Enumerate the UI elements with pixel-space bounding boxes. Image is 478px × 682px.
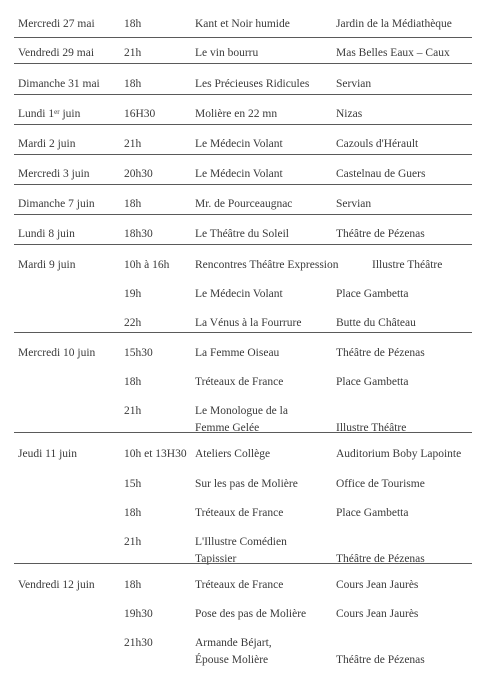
event-title: Le Médecin Volant	[195, 138, 283, 150]
event-date: Dimanche 31 mai	[18, 78, 100, 90]
event-time: 21h30	[124, 637, 153, 649]
event-place: Auditorium Boby Lapointe	[336, 448, 462, 460]
row-divider	[14, 332, 472, 333]
event-title: Tréteaux de France	[195, 376, 284, 388]
event-date: Dimanche 7 juin	[18, 198, 95, 210]
row-divider	[14, 63, 472, 64]
event-place: Office de Tourisme	[336, 478, 425, 490]
event-time: 21h	[124, 536, 142, 548]
event-title: Rencontres Théâtre Expression	[195, 259, 339, 271]
event-date: Lundi 1er juin	[18, 108, 81, 120]
event-title: Ateliers Collège	[195, 448, 271, 460]
event-time: 16H30	[124, 108, 156, 120]
event-date: Vendredi 29 mai	[18, 47, 95, 59]
event-title: Les Précieuses Ridicules	[195, 78, 310, 90]
event-title: Sur les pas de Molière	[195, 478, 298, 490]
event-title: Le vin bourru	[195, 47, 259, 59]
row-divider	[14, 244, 472, 245]
event-time: 21h	[124, 47, 142, 59]
event-place: Place Gambetta	[336, 288, 409, 300]
event-place: Mas Belles Eaux – Caux	[336, 47, 450, 59]
event-place: Cours Jean Jaurès	[336, 608, 419, 620]
event-date: Vendredi 12 juin	[18, 579, 95, 591]
event-time: 18h	[124, 18, 142, 30]
row-divider	[14, 37, 472, 38]
row-divider	[14, 563, 472, 564]
event-time: 20h30	[124, 168, 153, 180]
event-date: Mardi 9 juin	[18, 259, 76, 271]
event-title: L'Illustre Comédien	[195, 536, 287, 548]
event-time: 22h	[124, 317, 142, 329]
row-divider	[14, 214, 472, 215]
event-date: Lundi 8 juin	[18, 228, 75, 240]
event-title: La Vénus à la Fourrure	[195, 317, 302, 329]
event-title: Le Théâtre du Soleil	[195, 228, 289, 240]
event-time: 19h	[124, 288, 142, 300]
event-place: Place Gambetta	[336, 507, 409, 519]
event-time: 18h30	[124, 228, 153, 240]
row-divider	[14, 154, 472, 155]
event-date: Mardi 2 juin	[18, 138, 76, 150]
event-title: Le Médecin Volant	[195, 168, 283, 180]
event-date: Mercredi 3 juin	[18, 168, 90, 180]
event-time: 19h30	[124, 608, 153, 620]
event-title: Kant et Noir humide	[195, 18, 290, 30]
event-place: Nizas	[336, 108, 363, 120]
event-time: 21h	[124, 405, 142, 417]
event-title: Armande Béjart,	[195, 637, 272, 649]
event-place: Théâtre de Pézenas	[336, 347, 425, 359]
event-title-line2: Épouse Molière	[195, 654, 269, 666]
event-time: 18h	[124, 507, 142, 519]
row-divider	[14, 184, 472, 185]
event-time: 18h	[124, 579, 142, 591]
event-place: Servian	[336, 198, 372, 210]
event-title: Tréteaux de France	[195, 579, 284, 591]
row-divider	[14, 124, 472, 125]
event-time: 10h à 16h	[124, 259, 170, 271]
event-title: Mr. de Pourceaugnac	[195, 198, 293, 210]
event-date: Mercredi 27 mai	[18, 18, 95, 30]
event-place: Servian	[336, 78, 372, 90]
event-time: 18h	[124, 376, 142, 388]
event-title: Le Monologue de la	[195, 405, 288, 417]
row-divider	[14, 94, 472, 95]
event-place: Butte du Château	[336, 317, 416, 329]
event-time: 15h30	[124, 347, 153, 359]
event-place: Illustre Théâtre	[372, 259, 443, 271]
event-place: Castelnau de Guers	[336, 168, 426, 180]
event-title: La Femme Oiseau	[195, 347, 280, 359]
event-title: Molière en 22 mn	[195, 108, 278, 120]
event-place: Théâtre de Pézenas	[336, 654, 425, 666]
event-title-line2: Tapissier	[195, 553, 237, 565]
event-title: Tréteaux de France	[195, 507, 284, 519]
event-place: Théâtre de Pézenas	[336, 228, 425, 240]
event-date: Mercredi 10 juin	[18, 347, 96, 359]
event-place: Illustre Théâtre	[336, 422, 407, 434]
event-place: Cazouls d'Hérault	[336, 138, 419, 150]
event-time: 15h	[124, 478, 142, 490]
event-place: Théâtre de Pézenas	[336, 553, 425, 565]
event-date: Jeudi 11 juin	[18, 448, 77, 460]
event-time: 18h	[124, 78, 142, 90]
event-place: Cours Jean Jaurès	[336, 579, 419, 591]
event-time: 21h	[124, 138, 142, 150]
event-title: Pose des pas de Molière	[195, 608, 307, 620]
row-divider	[14, 432, 472, 433]
event-title: Le Médecin Volant	[195, 288, 283, 300]
event-place: Place Gambetta	[336, 376, 409, 388]
event-title-line2: Femme Gelée	[195, 422, 260, 434]
event-place: Jardin de la Médiathèque	[336, 18, 452, 30]
event-time: 18h	[124, 198, 142, 210]
event-time: 10h et 13H30	[124, 448, 187, 460]
